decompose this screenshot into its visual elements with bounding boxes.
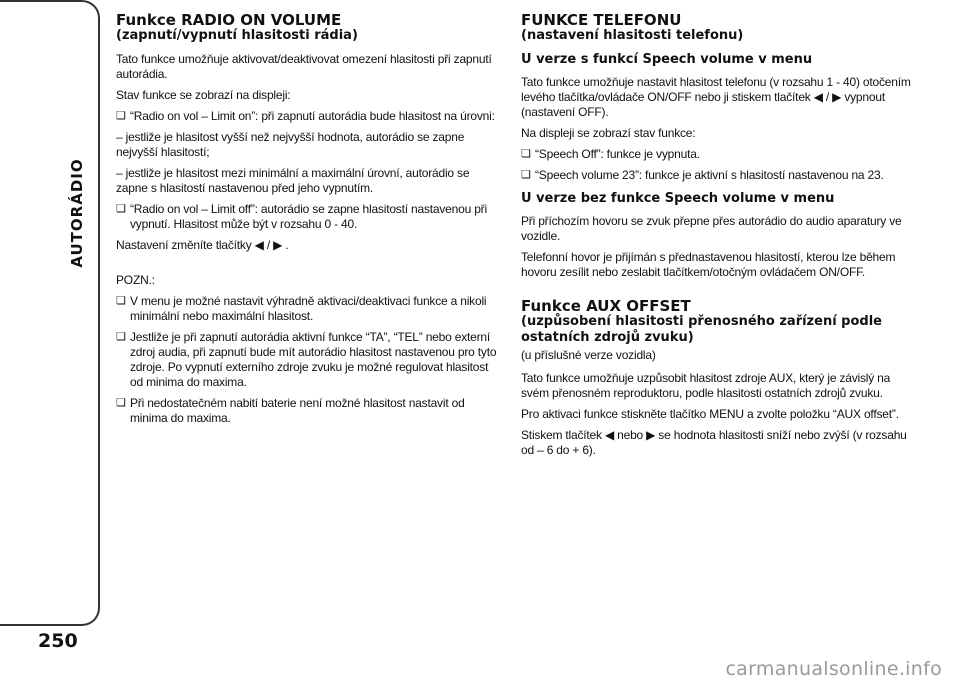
section-title-phone-function: FUNKCE TELEFONU [521,11,682,29]
left-column [116,12,504,432]
section-subtitle-aux-offset: (uzpůsobení hlasitosti přenosného zařízení podle ostatních zdrojů zvuku) [521,314,882,345]
spacer [116,259,504,273]
paragraph: Tato funkce umožňuje uzpůsobit hlasitost zdroje AUX, který je závislý na svém přenosném reproduktoru, podle hlasitosti ostatních zdrojů zvuku. [521,371,891,400]
bullet-item: ❏ “Radio on vol – Limit off”: autorádio se zapne hlasitostí nastavenou při vypnutí. Hlasitost může být v rozsahu 0 - 40. [116,202,504,232]
note-item: ❏ Při nedostatečném nabití baterie není možné hlasitost nastavit od minima do maxima. [116,396,504,426]
right-column [521,12,913,464]
bullet-item: ❏ “Radio on vol – Limit on”: při zapnutí autorádia bude hlasitost na úrovni: [116,109,504,124]
section-title-radio-on-volume: Funkce RADIO ON VOLUME [116,11,342,29]
paragraph: Tato funkce umožňuje nastavit hlasitost telefonu (v rozsahu 1 - 40) otočením levého tlačítka/ovládače ON/OFF nebo ji stiskem tlačítek ◀ / ▶ vypnout (nastavení OFF). [521,75,911,119]
chapter-tab [0,0,100,626]
paragraph: Pro aktivaci funkce stiskněte tlačítko MENU a zvolte položku “AUX offset”. [521,407,899,421]
subsection-title-with-speech-volume: U verze s funkcí Speech volume v menu [521,52,813,67]
bullet-item: ❏ “Speech volume 23”: funkce je aktivní s hlasitostí nastavenou na 23. [521,168,913,183]
version-note: (u příslušné verze vozidla) [521,348,656,362]
chapter-label: AUTORÁDIO [68,158,86,268]
subsection-title-without-speech-volume: U verze bez funkce Speech volume v menu [521,191,835,206]
note-item: ❏ Jestliže je při zapnutí autorádia aktivní funkce “TA”, “TEL” nebo externí zdroj audia, při zapnutí bude mít autorádio hlasitost nastavenou pro tyto zdroje. Po vypnutí externího zdroje zvuku je možné regulovat hlasitost od minima do maxima. [116,330,504,390]
paragraph: Telefonní hovor je přijímán s přednastavenou hlasitostí, kterou lze během hovoru zesílit nebo zeslabit tlačítkem/otočným ovládačem ON/OFF. [521,250,896,279]
section-subtitle-phone-volume: (nastavení hlasitosti telefonu) [521,28,744,43]
paragraph: – jestliže je hlasitost mezi minimální a maximální úrovní, autorádio se zapne s hlasitostí nastavenou před jeho vypnutím. [116,166,470,195]
bullet-item: ❏ “Speech Off”: funkce je vypnuta. [521,147,913,162]
paragraph: Stav funkce se zobrazí na displeji: [116,88,291,102]
paragraph: Při příchozím hovoru se zvuk přepne přes autorádio do audio aparatury ve vozidle. [521,214,902,243]
section-subtitle-radio-on-volume: (zapnutí/vypnutí hlasitosti rádia) [116,28,358,43]
section-title-aux-offset: Funkce AUX OFFSET [521,297,691,315]
paragraph: – jestliže je hlasitost vyšší než nejvyšší hodnota, autorádio se zapne nejvyšší hlasitostí; [116,130,465,159]
paragraph: Nastavení změníte tlačítky ◀ / ▶ . [116,238,289,252]
paragraph: Na displeji se zobrazí stav funkce: [521,126,696,140]
note-label: POZN.: [116,273,155,287]
note-item: ❏ V menu je možné nastavit výhradně aktivaci/deaktivaci funkce a nikoli minimální nebo maximální hlasitost. [116,294,504,324]
page-number: 250 [38,630,78,652]
watermark: carmanualsonline.info [725,658,942,680]
paragraph: Tato funkce umožňuje aktivovat/deaktivovat omezení hlasitosti při zapnutí autorádia. [116,52,492,81]
paragraph: Stiskem tlačítek ◀ nebo ▶ se hodnota hlasitosti sníží nebo zvýší (v rozsahu od – 6 do + 6). [521,428,907,457]
